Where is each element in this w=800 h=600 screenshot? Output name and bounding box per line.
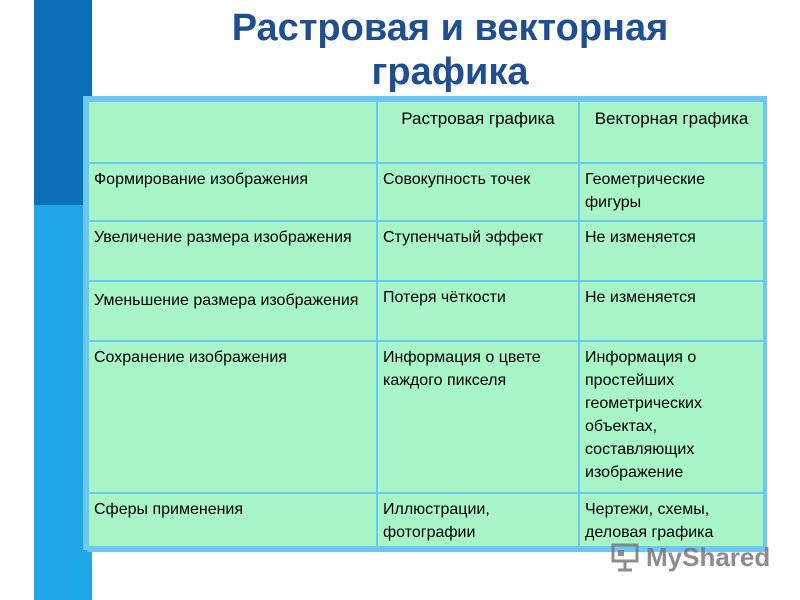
raster-cell: Ступенчатый эффект	[377, 221, 579, 281]
raster-cell: Совокупность точек	[377, 163, 579, 221]
watermark	[610, 542, 770, 572]
table-row	[88, 341, 764, 493]
vector-cell: Информация о простейших геометрических объектах, составляющих изображение	[579, 341, 764, 493]
vector-cell: Геометрические фигуры	[579, 163, 764, 221]
row-label: Уменьшение размера изображения	[88, 281, 377, 341]
row-label: Формирование изображения	[88, 163, 377, 221]
table-row	[88, 221, 764, 281]
vector-cell: Не изменяется	[579, 281, 764, 341]
header-cell-vector: Векторная графика	[579, 101, 764, 163]
raster-cell: Потеря чёткости	[377, 281, 579, 341]
comparison-table-frame	[83, 96, 767, 550]
table-row	[88, 163, 764, 221]
header-cell-raster: Растровая графика	[377, 101, 579, 163]
row-label: Увеличение размера изображения	[88, 221, 377, 281]
vector-cell: Не изменяется	[579, 221, 764, 281]
comparison-table	[87, 100, 765, 552]
header-cell-empty	[88, 101, 377, 163]
presentation-board-icon	[610, 542, 642, 572]
row-label: Сохранение изображения	[88, 341, 377, 493]
watermark-text: MyShared	[646, 542, 771, 572]
raster-cell: Информация о цвете каждого пикселя	[377, 341, 579, 493]
raster-cell: Иллюстрации, фотографии	[377, 493, 579, 551]
table-row	[88, 281, 764, 341]
row-label: Сферы применения	[88, 493, 377, 551]
vector-cell: Чертежи, схемы, деловая графика	[579, 493, 764, 551]
table-header-row	[88, 101, 764, 163]
slide-title: Растровая и векторная графика	[231, 7, 669, 93]
